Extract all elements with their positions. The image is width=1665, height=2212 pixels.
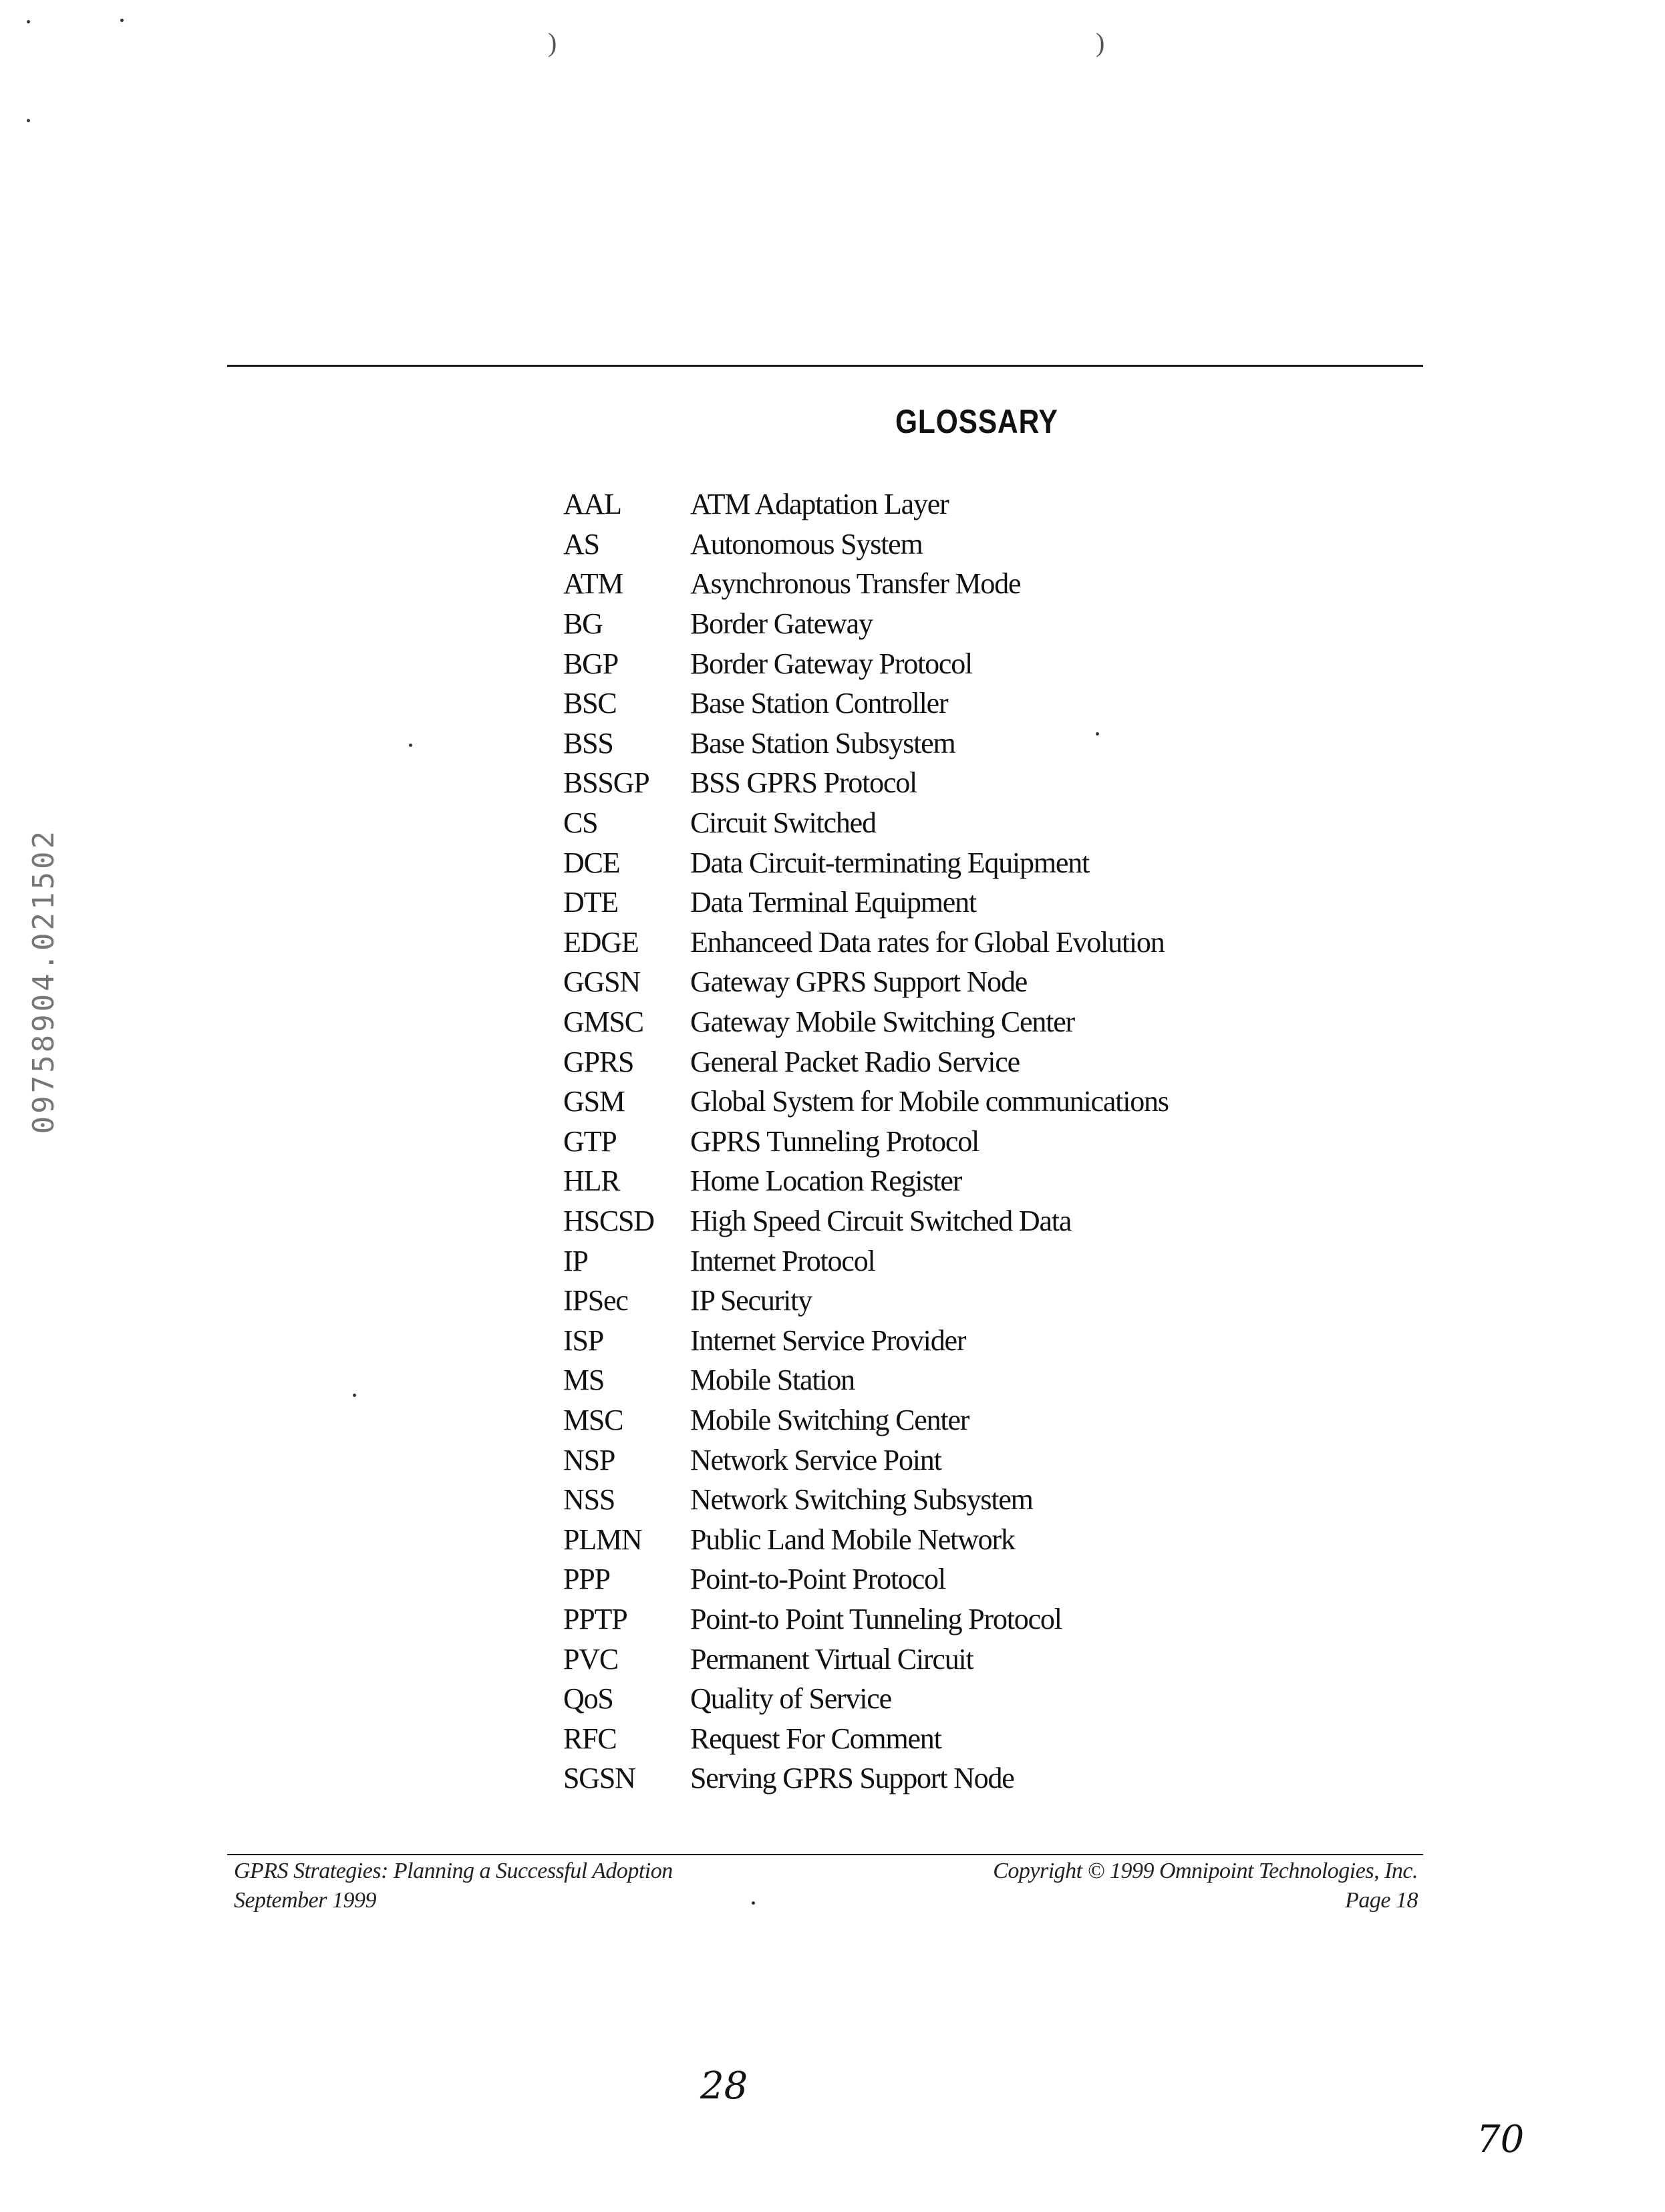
header-rule [227, 365, 1423, 367]
glossary-abbreviation: DTE [563, 886, 618, 919]
side-stamp-number: 09758904.021502 [27, 828, 61, 1134]
glossary-entry [563, 1161, 1365, 1201]
glossary-abbreviation: GPRS [563, 1045, 634, 1078]
glossary-entry [563, 962, 1365, 1002]
glossary-definition: Border Gateway [690, 607, 873, 641]
glossary-abbreviation: QoS [563, 1682, 613, 1716]
glossary-definition: Autonomous System [690, 527, 923, 561]
glossary-definition: Network Service Point [690, 1443, 941, 1476]
scan-speck [120, 19, 124, 22]
glossary-entry [563, 604, 1365, 644]
glossary-entry [563, 1559, 1365, 1599]
glossary-abbreviation: PLMN [563, 1523, 642, 1556]
glossary-abbreviation: HSCSD [563, 1204, 654, 1237]
glossary-abbreviation: HLR [563, 1164, 620, 1198]
glossary-definition: IP Security [690, 1284, 812, 1317]
footer-page-number: Page 18 [1345, 1888, 1418, 1913]
glossary-abbreviation: AAL [563, 488, 621, 521]
glossary-entry [563, 803, 1365, 843]
glossary-entry [563, 1122, 1365, 1162]
glossary-definition: Data Terminal Equipment [690, 886, 976, 919]
glossary-abbreviation: GGSN [563, 965, 640, 999]
glossary-abbreviation: PPP [563, 1563, 610, 1596]
glossary-definition: Gateway GPRS Support Node [690, 965, 1028, 999]
glossary-entry [563, 1002, 1365, 1042]
glossary-abbreviation: PVC [563, 1642, 618, 1676]
scan-speck [27, 119, 30, 122]
glossary-definition: Network Switching Subsystem [690, 1483, 1033, 1517]
glossary-abbreviation: BSS [563, 726, 613, 760]
glossary-definition: ATM Adaptation Layer [690, 488, 949, 521]
glossary-abbreviation: GTP [563, 1124, 617, 1158]
glossary-entry [563, 883, 1365, 923]
glossary-entry [563, 1281, 1365, 1321]
glossary-abbreviation: IP [563, 1244, 588, 1277]
glossary-entry [563, 643, 1365, 683]
glossary-entry [563, 1519, 1365, 1559]
glossary-definition: Mobile Switching Center [690, 1403, 969, 1436]
glossary-definition: Point-to-Point Protocol [690, 1563, 945, 1596]
footer-copyright: Copyright © 1999 Omnipoint Technologies, Inc. [993, 1859, 1418, 1883]
handwritten-page-number: 28 [700, 2064, 748, 2108]
glossary-definition: Home Location Register [690, 1164, 962, 1198]
glossary-entry [563, 1679, 1365, 1719]
glossary-entry [563, 1320, 1365, 1360]
glossary-abbreviation: MSC [563, 1403, 623, 1436]
glossary-list [563, 484, 1365, 1798]
glossary-entry [563, 564, 1365, 604]
glossary-entry [563, 683, 1365, 724]
glossary-definition: Mobile Station [690, 1364, 855, 1397]
glossary-definition: Request For Comment [690, 1722, 941, 1755]
footer-rule [227, 1854, 1423, 1855]
glossary-entry [563, 524, 1365, 565]
glossary-entry [563, 763, 1365, 803]
glossary-abbreviation: AS [563, 527, 599, 561]
glossary-abbreviation: NSS [563, 1483, 615, 1517]
glossary-definition: Base Station Subsystem [690, 726, 955, 760]
glossary-definition: Border Gateway Protocol [690, 647, 973, 680]
glossary-abbreviation: EDGE [563, 925, 639, 959]
glossary-entry [563, 1360, 1365, 1400]
glossary-abbreviation: BSC [563, 687, 617, 720]
glossary-abbreviation: IPSec [563, 1284, 628, 1317]
scan-speck [1096, 732, 1099, 736]
glossary-definition: Serving GPRS Support Node [690, 1762, 1014, 1795]
glossary-definition: Permanent Virtual Circuit [690, 1642, 973, 1676]
scan-speck [752, 1901, 755, 1905]
glossary-definition: Asynchronous Transfer Mode [690, 567, 1021, 601]
scan-speck [409, 744, 412, 747]
glossary-abbreviation: BSSGP [563, 766, 649, 800]
footer-document-title: GPRS Strategies: Planning a Successful Adoption [234, 1859, 673, 1883]
glossary-abbreviation: SGSN [563, 1762, 635, 1795]
scan-speck [27, 20, 30, 23]
glossary-definition: Global System for Mobile communications [690, 1085, 1169, 1118]
footer-date: September 1999 [234, 1888, 377, 1913]
glossary-abbreviation: GSM [563, 1085, 625, 1118]
glossary-abbreviation: RFC [563, 1722, 617, 1755]
glossary-entry [563, 923, 1365, 963]
glossary-abbreviation: ATM [563, 567, 623, 601]
glossary-definition: Base Station Controller [690, 687, 948, 720]
glossary-definition: Data Circuit-terminating Equipment [690, 846, 1090, 879]
glossary-definition: Quality of Service [690, 1682, 891, 1716]
glossary-abbreviation: PPTP [563, 1602, 627, 1635]
glossary-abbreviation: BG [563, 607, 603, 641]
glossary-definition: Gateway Mobile Switching Center [690, 1005, 1074, 1039]
glossary-entry [563, 484, 1365, 524]
glossary-definition: High Speed Circuit Switched Data [690, 1204, 1072, 1237]
handwritten-corner-number: 70 [1477, 2118, 1525, 2161]
glossary-abbreviation: GMSC [563, 1005, 643, 1039]
glossary-abbreviation: DCE [563, 846, 620, 879]
glossary-definition: GPRS Tunneling Protocol [690, 1124, 979, 1158]
glossary-entry [563, 1241, 1365, 1281]
glossary-entry [563, 1440, 1365, 1480]
glossary-entry [563, 1480, 1365, 1520]
glossary-definition: BSS GPRS Protocol [690, 766, 917, 800]
glossary-definition: General Packet Radio Service [690, 1045, 1020, 1078]
glossary-abbreviation: NSP [563, 1443, 615, 1476]
glossary-entry [563, 1201, 1365, 1241]
glossary-entry [563, 1639, 1365, 1679]
glossary-entry [563, 842, 1365, 883]
glossary-entry [563, 1400, 1365, 1440]
glossary-entry [563, 724, 1365, 764]
scan-mark: ) [1096, 27, 1105, 57]
glossary-definition: Point-to Point Tunneling Protocol [690, 1602, 1062, 1635]
glossary-definition: Enhanceed Data rates for Global Evolution [690, 925, 1165, 959]
glossary-abbreviation: BGP [563, 647, 618, 680]
glossary-abbreviation: MS [563, 1364, 605, 1397]
glossary-definition: Internet Service Provider [690, 1323, 966, 1357]
glossary-definition: Circuit Switched [690, 806, 876, 840]
glossary-abbreviation: CS [563, 806, 598, 840]
glossary-entry [563, 1042, 1365, 1082]
glossary-entry [563, 1718, 1365, 1758]
scan-speck [353, 1394, 356, 1397]
glossary-entry [563, 1758, 1365, 1798]
glossary-entry [563, 1082, 1365, 1122]
glossary-abbreviation: ISP [563, 1323, 603, 1357]
glossary-definition: Public Land Mobile Network [690, 1523, 1015, 1556]
glossary-entry [563, 1599, 1365, 1639]
glossary-definition: Internet Protocol [690, 1244, 875, 1277]
page-title: GLOSSARY [895, 403, 1058, 440]
scan-mark: ) [548, 27, 557, 57]
